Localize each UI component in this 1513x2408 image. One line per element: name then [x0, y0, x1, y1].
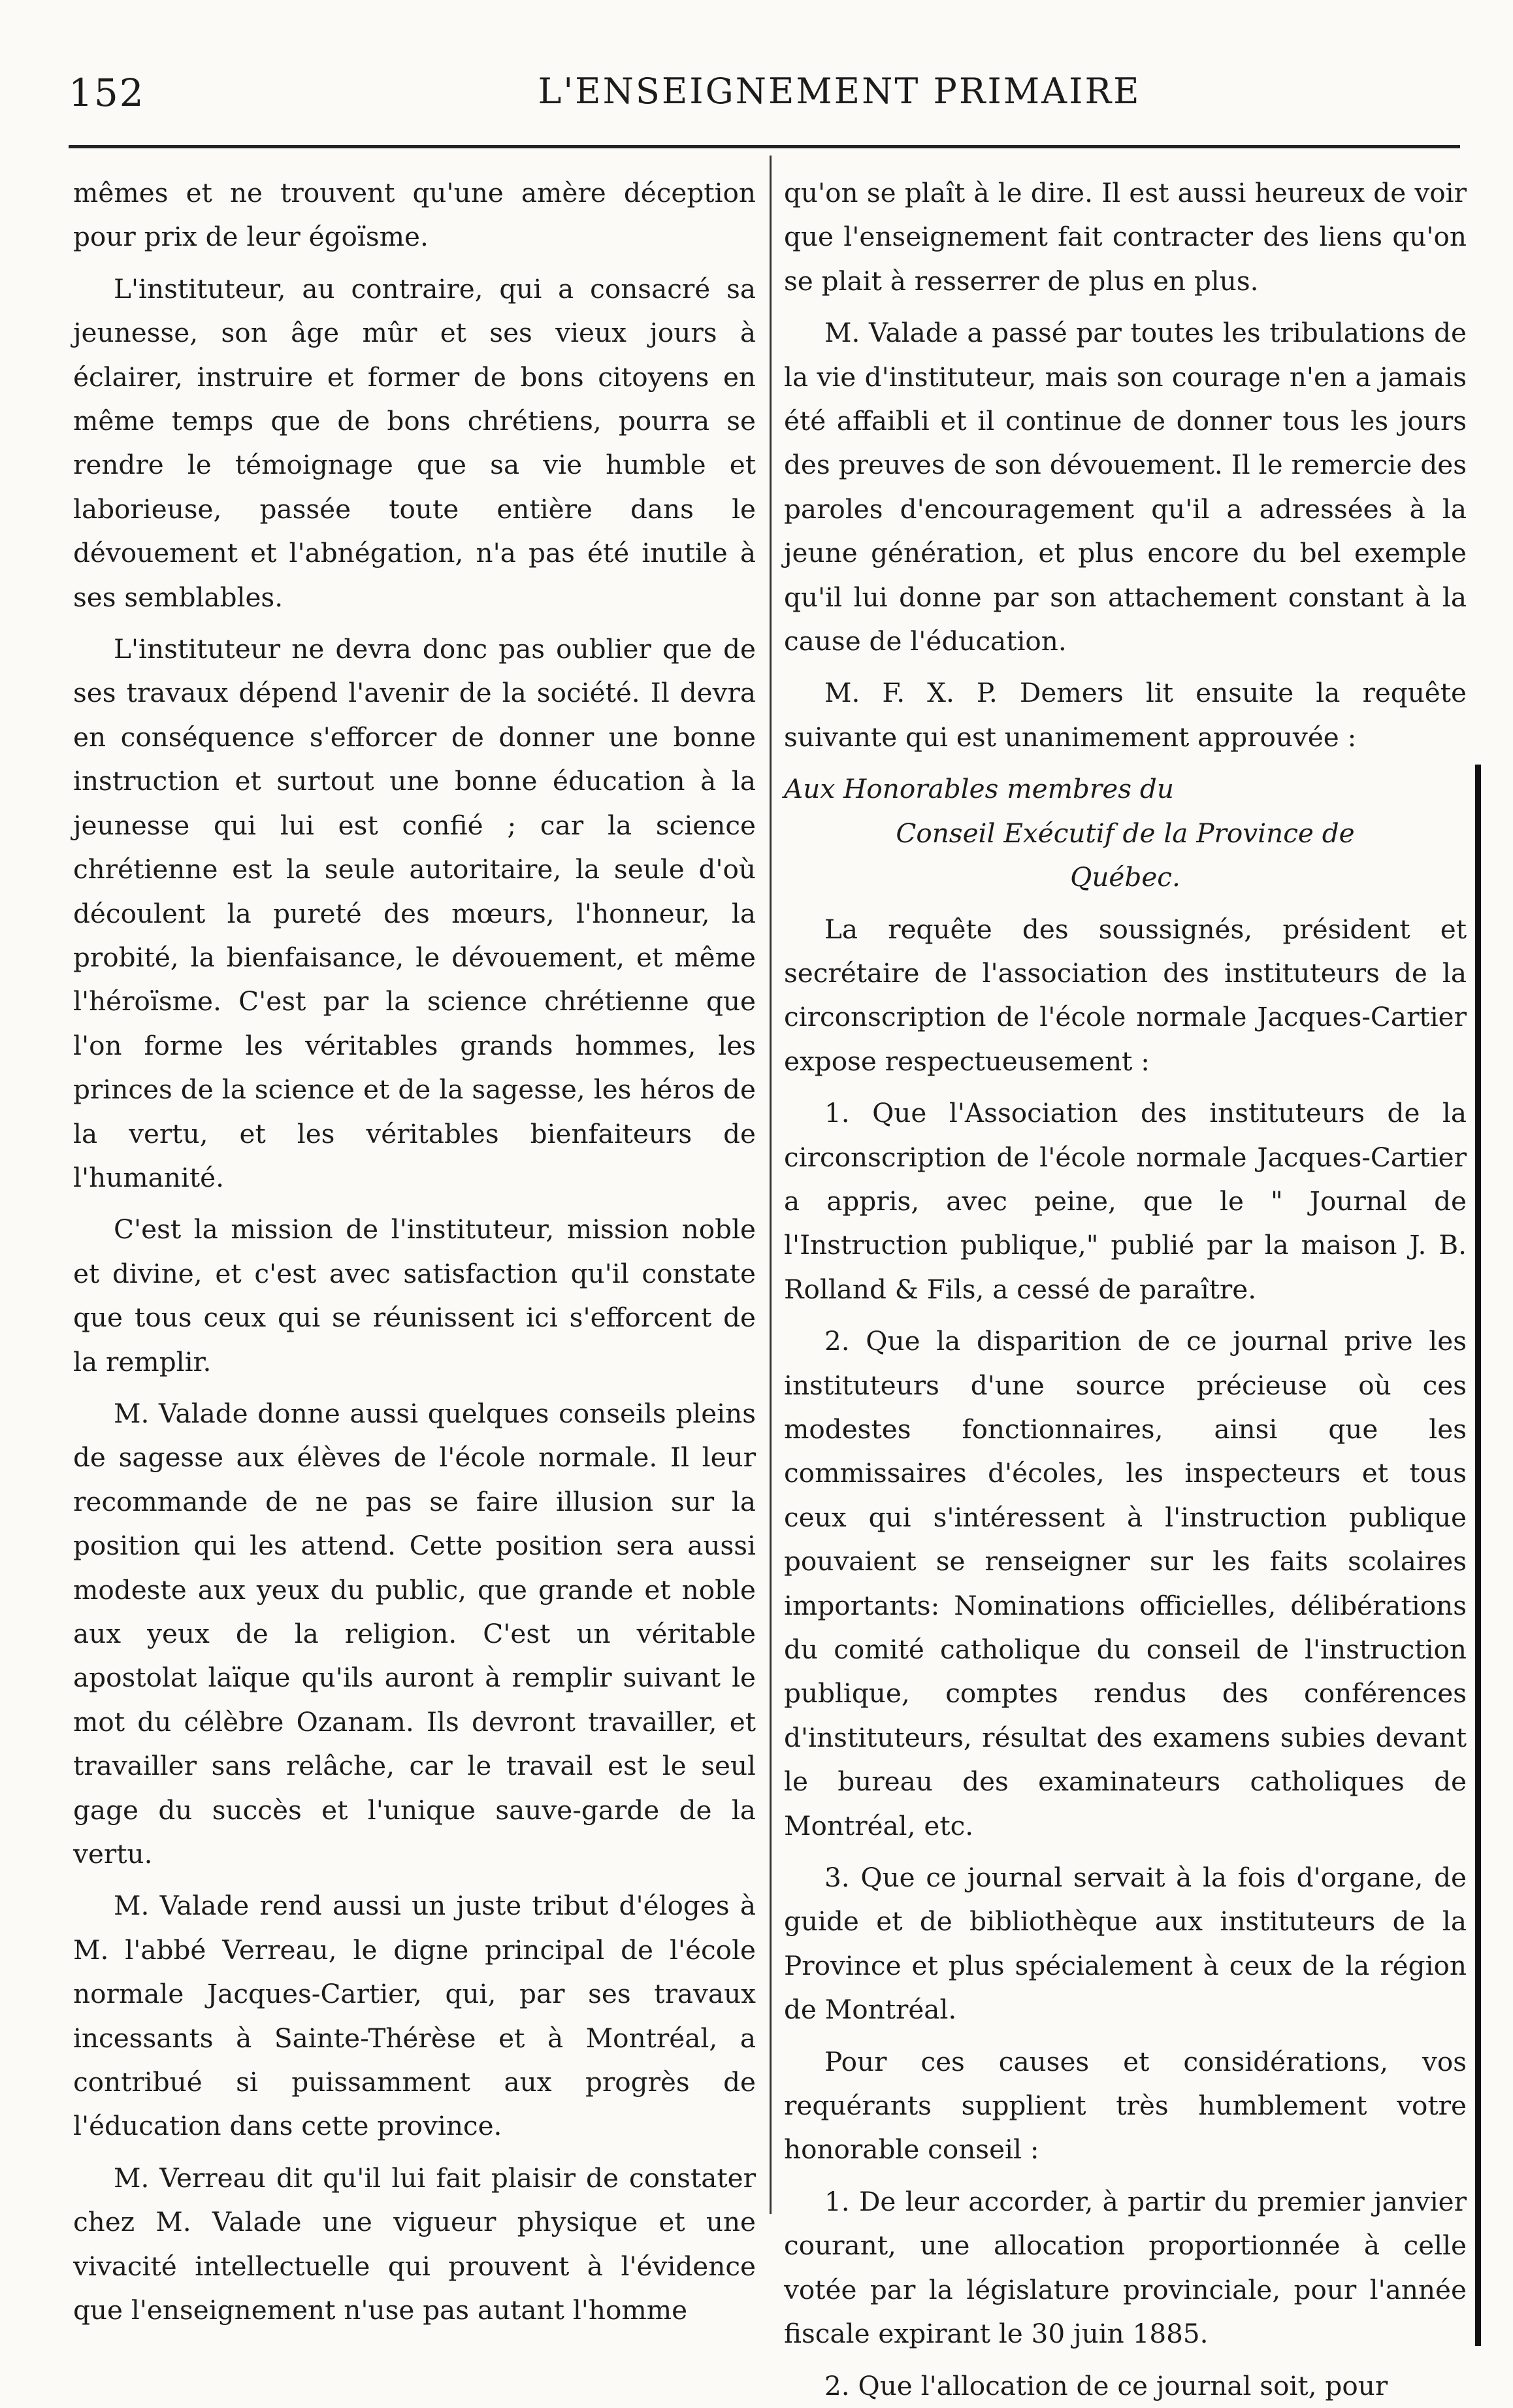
- paragraph: 3. Que ce journal servait à la fois d'organe, de guide et de bibliothèque aux instituteurs de la Province et plus spécialement à ceux de la région de Montréal.: [784, 1862, 1467, 2026]
- header-rule: [69, 145, 1460, 148]
- paragraph: qu'on se plaît à le dire. Il est aussi heureux de voir que l'enseignement fait contracter des liens qu'on se plait à resserrer de plus en plus.: [784, 177, 1467, 297]
- address-line: Aux Honorables membres du: [784, 773, 1174, 805]
- paragraph: M. Valade rend aussi un juste tribut d'éloges à M. l'abbé Verreau, le digne principal de l'école normale Jacques-Cartier, qui, par ses travaux incessants à Sainte-Thérèse et à Montréal, a contribué si puissamment aux progrès de l'éducation dans cette province.: [73, 1890, 756, 2142]
- column-divider: [770, 156, 772, 2214]
- page-header: [69, 65, 1460, 124]
- paragraph: C'est la mission de l'instituteur, mission noble et divine, et c'est avec satisfaction qu'il constate que tous ceux qui se réunissent ici s'efforcent de la remplir.: [73, 1213, 756, 1377]
- running-title: L'ENSEIGNEMENT PRIMAIRE: [538, 71, 1141, 112]
- paragraph: Pour ces causes et considérations, vos requérants supplient très humblement votre honorable conseil :: [784, 2045, 1467, 2166]
- paragraph: mêmes et ne trouvent qu'une amère déception pour prix de leur égoïsme.: [73, 177, 756, 253]
- paragraph: 2. Que l'allocation de ce journal soit, pour: [824, 2369, 1388, 2401]
- left-column: [73, 171, 756, 2333]
- paragraph: M. Valade a passé par toutes les tribulations de la vie d'instituteur, mais son courage n'en a jamais été affaibli et il continue de donner tous les jours des preuves de son dévouement. Il le remercie des paroles d'encouragement qu'il a adressées à la jeune génération, et plus encore du bel exemple qu'il lui donne par son attachement constant à la cause de l'éducation.: [784, 317, 1467, 657]
- page-edge-bar: [1475, 765, 1481, 2346]
- right-column: [784, 171, 1467, 2408]
- address-line: Québec.: [1070, 861, 1180, 893]
- paragraph: 2. Que la disparition de ce journal prive les instituteurs d'une source précieuse où ces modestes fonctionnaires, ainsi que les commissaires d'écoles, les inspecteurs et tous ceux qui s'intéressent à l'instruction publique pouvaient se renseigner sur les faits scolaires importants: Nominations officielles, délibérations du comité catholique du conseil de l'instruction publique, comptes rendus des conférences d'instituteurs, résultat des examens subies devant le bureau des examinateurs catholiques de Montréal, etc.: [784, 1325, 1467, 1841]
- paragraph: L'instituteur, au contraire, qui a consacré sa jeunesse, son âge mûr et ses vieux jours à éclairer, instruire et former de bons citoyens en même temps que de bons chrétiens, pourra se rendre le témoignage que sa vie humble et laborieuse, passée toute entière dans le dévouement et l'abnégation, n'a pas été inutile à ses semblables.: [73, 272, 756, 613]
- paragraph: La requête des soussignés, président et secrétaire de l'association des instituteurs de la circonscription de l'école normale Jacques-Cartier expose respectueusement :: [784, 913, 1467, 1077]
- paragraph: M. Verreau dit qu'il lui fait plaisir de constater chez M. Valade une vigueur physique et une vivacité intellectuelle qui prouvent à l'évidence que l'enseignement n'use pas autant l'homme: [73, 2162, 756, 2326]
- paragraph: 1. De leur accorder, à partir du premier janvier courant, une allocation proportionnée à celle votée par la législature provinciale, pour l'année fiscale expirant le 30 juin 1885.: [784, 2185, 1467, 2350]
- paragraph: M. Valade donne aussi quelques conseils pleins de sagesse aux élèves de l'école normale. Il leur recommande de ne pas se faire illusion sur la position qui les attend. Cette position sera aussi modeste aux yeux du public, que grande et noble aux yeux de la religion. C'est un véritable apostolat laïque qu'ils auront à remplir suivant le mot du célèbre Ozanam. Ils devront travailler, et travailler sans relâche, car le travail est le seul gage du succès et l'unique sauve-garde de la vertu.: [73, 1397, 756, 1870]
- paragraph: L'instituteur ne devra donc pas oublier que de ses travaux dépend l'avenir de la société. Il devra en conséquence s'efforcer de donner une bonne instruction et surtout une bonne éducation à la jeunesse qui lui est confié ; car la science chrétienne est la seule autoritaire, la seule d'où découlent la pureté des mœurs, l'honneur, la probité, la bienfaisance, le dévouement, et même l'héroïsme. C'est par la science chrétienne que l'on forme les véritables grands hommes, les princes de la science et de la sagesse, les héros de la vertu, et les véritables bienfaiteurs de l'humanité.: [73, 633, 756, 1193]
- page-number: 152: [69, 71, 145, 115]
- address-line: Conseil Exécutif de la Province de: [896, 817, 1355, 849]
- paragraph: 1. Que l'Association des instituteurs de la circonscription de l'école normale Jacques-Cartier a appris, avec peine, que le " Journal de l'Instruction publique," publié par la maison J. B. Rolland & Fils, a cessé de paraître.: [784, 1097, 1467, 1305]
- paragraph: M. F. X. P. Demers lit ensuite la requête suivante qui est unanimement approuvée :: [784, 677, 1467, 753]
